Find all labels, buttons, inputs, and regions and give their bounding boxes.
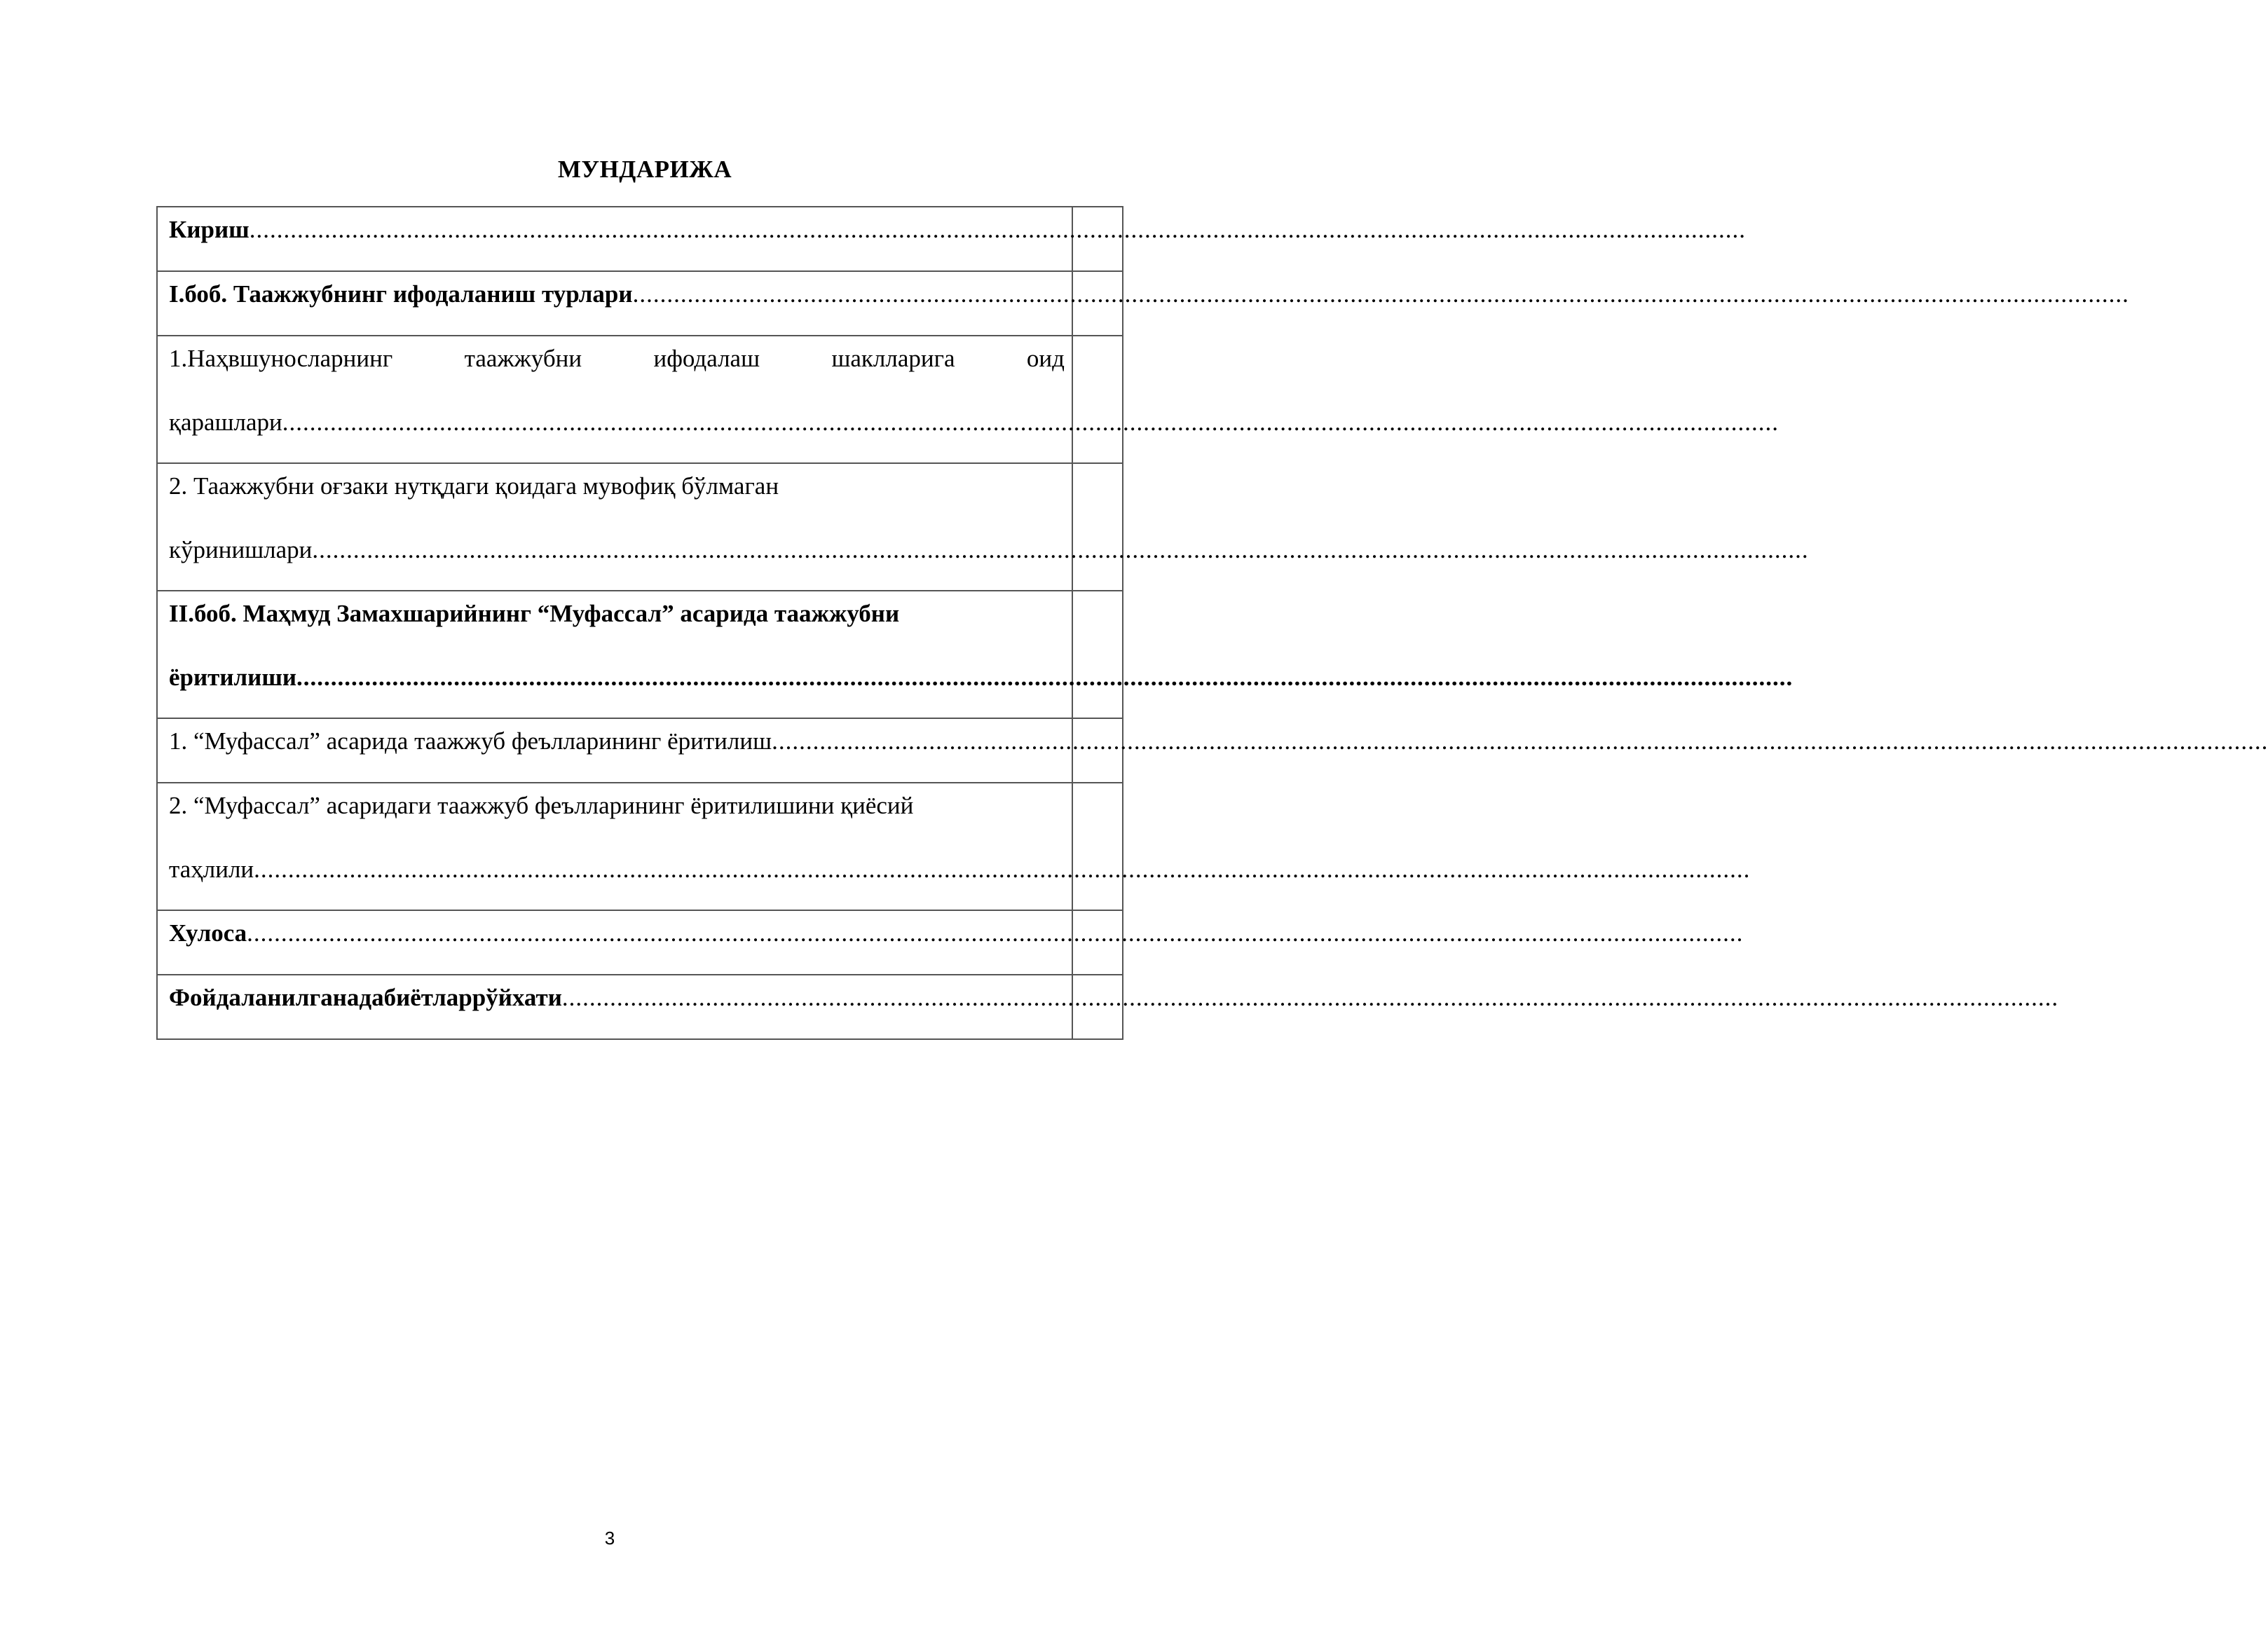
toc-entry-cell: [157, 591, 1794, 718]
toc-entry-text: 2. Таажжубни оғзаки нутқдаги қоидага мувофиқ бўлмаган: [169, 472, 779, 500]
toc-entry-text: ёритилиши: [169, 664, 297, 691]
toc-entry-text: қарашлари: [169, 409, 282, 436]
dot-leader: ...........................................................................................................................................................................................................................: [282, 409, 1779, 436]
toc-entry-cell: [157, 783, 1751, 910]
toc-entry-text: Хулоса: [169, 919, 247, 947]
toc-entry-word: ифодалаш: [653, 345, 760, 372]
toc-row: [157, 591, 1123, 718]
dot-leader: ...........................................................................................................................................................................................................................: [632, 280, 2129, 308]
dot-leader: ...........................................................................................................................................................................................................................: [249, 216, 1746, 243]
dot-leader: ...........................................................................................................................................................................................................................: [254, 856, 1751, 883]
table-of-contents: [156, 206, 2268, 1040]
toc-row: [157, 975, 1123, 1039]
toc-entry-text: I.боб. Таажжубнинг ифодаланиш турлари: [169, 280, 633, 308]
toc-entry-word: 1.Наҳвшуносларнинг: [169, 345, 393, 372]
toc-entry-text: Кириш: [169, 216, 250, 243]
dot-leader: ...........................................................................................................................................................................................................................: [247, 919, 1744, 947]
toc-entry-cell: [157, 336, 1779, 463]
toc-entry-text: 1. “Муфассал” асарида таажжуб феълларининг ёритилиш: [169, 727, 772, 755]
toc-entry-word: таажжубни: [464, 345, 582, 372]
toc-row: [157, 336, 1123, 463]
toc-entry-cell: [157, 463, 1809, 591]
toc-entry-text: Фойдаланилганадабиётларрўйхати: [169, 984, 562, 1011]
toc-entry-text: таҳлили: [169, 856, 254, 883]
toc-entry-cell: [157, 975, 2059, 1039]
dot-leader: ...........................................................................................................................................................................................................................: [312, 536, 1809, 563]
toc-entry-text: II.боб. Маҳмуд Замахшарийнинг “Муфассал” асарида таажжубни: [169, 600, 900, 627]
dot-leader: ...........................................................................................................................................................................................................................: [296, 664, 1794, 691]
toc-entry-word: шаклларига: [831, 345, 955, 372]
toc-row: [157, 783, 1123, 910]
page-title: МУНДАРИЖА: [557, 156, 732, 183]
dot-leader: ...........................................................................................................................................................................................................................: [772, 727, 2268, 755]
toc-entry-text: 2. “Муфассал” асаридаги таажжуб феълларининг ёритилишини қиёсий: [169, 792, 914, 819]
toc-row: [157, 463, 1123, 591]
dot-leader: ...........................................................................................................................................................................................................................: [561, 984, 2059, 1011]
toc-entry-text: кўринишлари: [169, 536, 313, 563]
page-number: 3: [604, 1528, 615, 1549]
toc-entry-word: оид: [1026, 345, 1065, 372]
